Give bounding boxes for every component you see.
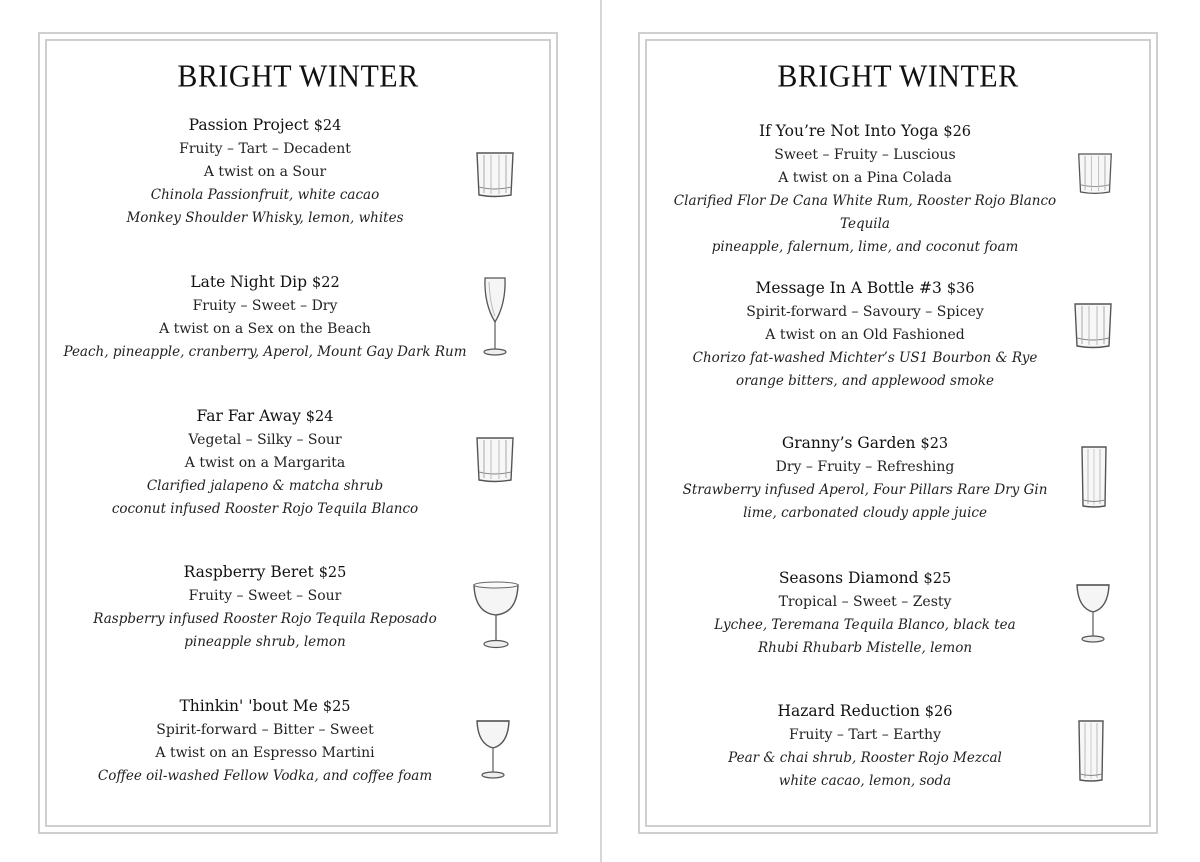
item-flavors: Spirit-forward – Savoury – Spicey [746,304,984,320]
item-flavors: Vegetal – Silky – Sour [188,432,342,448]
page-title: BRIGHT WINTER [177,59,419,94]
menu-item [660,120,1070,259]
item-price: $24 [305,409,334,425]
item-name: Thinkin' 'bout Me [179,697,318,715]
item-flavors: Fruity – Sweet – Sour [188,588,342,604]
item-ingredients: Coffee oil-washed Fellow Vodka, and coffee foam [97,768,433,784]
item-twist: A twist on a Sex on the Beach [159,321,371,337]
menu-item [660,567,1070,660]
item-price: $26 [924,704,953,720]
item-ingredients: pineapple, falernum, lime, and coconut foam [711,239,1019,255]
item-name: Hazard Reduction [777,702,920,720]
rocks-glass-icon [474,149,516,199]
menu-item [60,695,470,788]
item-ingredients: Peach, pineapple, cranberry, Aperol, Mount Gay Dark Rum [63,344,467,360]
item-price: $26 [943,124,972,140]
item-name: Message In A Bottle #3 [755,279,942,297]
item-name: Seasons Diamond [778,569,919,587]
item-ingredients: Rhubi Rhubarb Mistelle, lemon [757,640,973,656]
item-twist: A twist on a Margarita [184,455,346,471]
menu-item [660,700,1070,793]
item-ingredients: Lychee, Teremana Tequila Blanco, black tea [714,617,1016,633]
item-flavors: Spirit-forward – Bitter – Sweet [156,722,374,738]
item-price: $24 [313,118,342,134]
item-name: If You’re Not Into Yoga [758,122,939,140]
item-flavors: Fruity – Tart – Earthy [789,727,941,743]
highball-glass-icon [1079,444,1109,510]
item-ingredients: pineapple shrub, lemon [184,634,346,650]
menu-item [660,277,1070,393]
nick-and-nora-glass-icon [474,716,512,782]
item-twist: A twist on an Espresso Martini [155,745,375,761]
item-name: Granny’s Garden [781,434,916,452]
menu-item [60,271,470,364]
item-name: Late Night Dip [190,273,308,291]
item-ingredients: lime, carbonated cloudy apple juice [743,505,987,521]
menu-item [660,432,1070,525]
item-twist: A twist on an Old Fashioned [765,327,965,343]
item-ingredients: Clarified Flor De Cana White Rum, Rooster Rojo Blanco Tequila [673,193,1057,232]
item-price: $25 [322,699,351,715]
item-flavors: Fruity – Tart – Decadent [179,141,351,157]
item-ingredients: Raspberry infused Rooster Rojo Tequila Reposado [93,611,437,627]
menu-item [60,561,470,654]
rocks-glass-icon [1076,150,1114,196]
item-ingredients: orange bitters, and applewood smoke [735,373,995,389]
rocks-glass-icon [1072,300,1114,350]
coupe-glass-icon [471,579,521,651]
page-title: BRIGHT WINTER [777,59,1019,94]
item-ingredients: Strawberry infused Aperol, Four Pillars Rare Dry Gin [682,482,1048,498]
item-flavors: Fruity – Sweet – Dry [192,298,338,314]
item-price: $36 [946,281,975,297]
rocks-glass-icon [474,434,516,484]
menu-page-left [38,32,558,834]
item-price: $22 [312,275,340,291]
item-flavors: Sweet – Fruity – Luscious [774,147,956,163]
nick-and-nora-glass-icon [1074,580,1112,646]
menu-item [60,405,470,521]
page-divider [600,0,602,862]
item-name: Far Far Away [196,407,301,425]
item-name: Raspberry Beret [183,563,314,581]
item-price: $25 [923,571,952,587]
item-ingredients: Chinola Passionfruit, white cacao [150,187,380,203]
item-flavors: Dry – Fruity – Refreshing [775,459,955,475]
item-ingredients: Pear & chai shrub, Rooster Rojo Mezcal [728,750,1002,766]
item-twist: A twist on a Sour [203,164,327,180]
item-twist: A twist on a Pina Colada [778,170,952,186]
item-ingredients: white cacao, lemon, soda [778,773,952,789]
item-ingredients: Clarified jalapeno & matcha shrub [146,478,384,494]
flute-glass-icon [480,274,510,358]
item-ingredients: Monkey Shoulder Whisky, lemon, whites [126,210,404,226]
highball-glass-icon [1076,718,1106,784]
menu-item [60,114,470,230]
item-ingredients: Chorizo fat-washed Michter’s US1 Bourbon & Rye [692,350,1038,366]
item-ingredients: coconut infused Rooster Rojo Tequila Blanco [111,501,419,517]
item-flavors: Tropical – Sweet – Zesty [778,594,952,610]
item-price: $25 [318,565,347,581]
item-price: $23 [920,436,949,452]
item-name: Passion Project [188,116,309,134]
menu-page-right [638,32,1158,834]
